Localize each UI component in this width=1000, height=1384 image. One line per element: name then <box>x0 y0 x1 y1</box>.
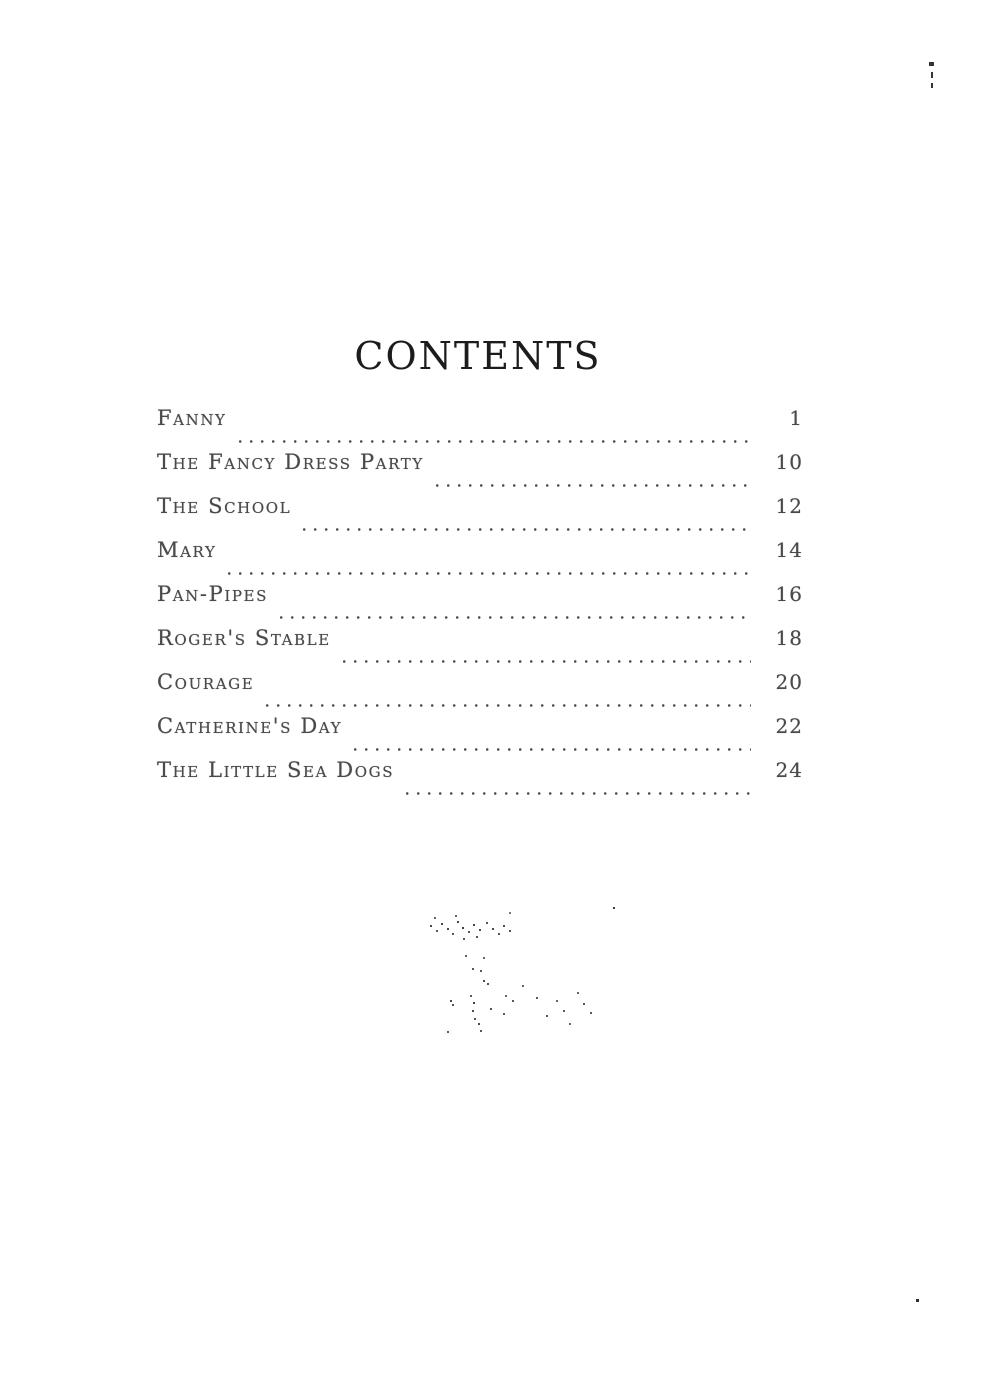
toc-entry <box>157 670 803 714</box>
toc-entry <box>157 406 803 450</box>
dot-leader <box>436 484 751 487</box>
dot-leader <box>280 616 751 619</box>
contents-list <box>157 406 803 802</box>
entry-page-number: 20 <box>775 670 803 694</box>
entry-title: Courage <box>157 670 255 694</box>
scan-artifact-mark <box>931 72 933 78</box>
dot-leader <box>239 440 751 443</box>
toc-entry <box>157 714 803 758</box>
entry-title: The School <box>157 494 292 518</box>
entry-title: Catherine's Day <box>157 714 343 738</box>
entry-page-number: 22 <box>775 714 803 738</box>
dot-leader <box>354 748 751 751</box>
dot-leader <box>303 528 751 531</box>
entry-title: Roger's Stable <box>157 626 331 650</box>
toc-entry <box>157 582 803 626</box>
entry-page-number: 12 <box>775 494 803 518</box>
entry-page-number: 24 <box>775 758 803 782</box>
dot-leader <box>228 572 751 575</box>
entry-page-number: 16 <box>775 582 803 606</box>
page-title: CONTENTS <box>354 334 602 378</box>
entry-title: The Little Sea Dogs <box>157 758 395 782</box>
dot-leader <box>406 792 751 795</box>
entry-title: Fanny <box>157 406 227 430</box>
scan-artifact-mark <box>929 62 934 66</box>
toc-entry <box>157 538 803 582</box>
dot-leader <box>343 660 751 663</box>
toc-entry <box>157 450 803 494</box>
entry-page-number: 1 <box>789 406 803 430</box>
dot-leader <box>266 704 751 707</box>
toc-entry <box>157 626 803 670</box>
entry-page-number: 18 <box>775 626 803 650</box>
scan-artifact-mark <box>931 83 933 88</box>
ink-smudge <box>0 0 2 2</box>
entry-title: Pan-Pipes <box>157 582 268 606</box>
entry-page-number: 10 <box>775 450 803 474</box>
scan-artifact-dot <box>916 1299 919 1302</box>
entry-title: Mary <box>157 538 217 562</box>
entry-page-number: 14 <box>775 538 803 562</box>
toc-entry <box>157 758 803 802</box>
toc-entry <box>157 494 803 538</box>
entry-title: The Fancy Dress Party <box>157 450 424 474</box>
